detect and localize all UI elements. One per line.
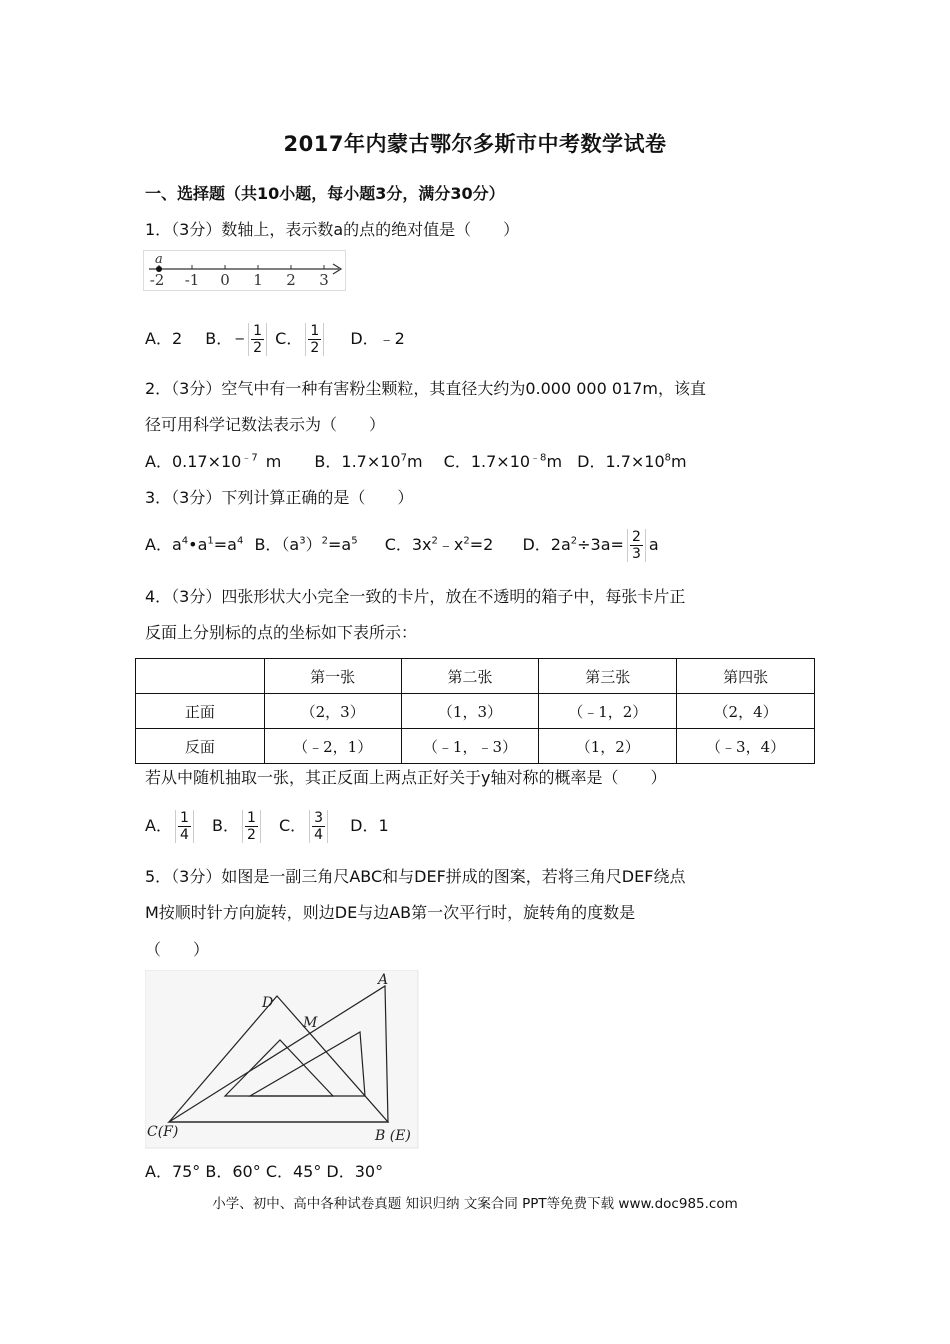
tick-label: 3 xyxy=(319,271,329,289)
table-header-cell: 第四张 xyxy=(677,659,815,694)
unit: m xyxy=(406,452,423,471)
label-d: D xyxy=(262,995,274,1011)
tick-label: 1 xyxy=(253,271,263,289)
q5-line-2: M按顺时针方向旋转，则边DE与边AB第一次平行时，旋转角的度数是 xyxy=(145,903,636,922)
denominator: 2 xyxy=(310,340,320,356)
q4-option-a-fraction xyxy=(175,810,194,843)
unit: m xyxy=(546,452,563,471)
numerator: 2 xyxy=(631,529,641,545)
q1-option-b-fraction xyxy=(248,323,267,356)
table-cell: （﹣3，4） xyxy=(677,729,815,764)
table-cell: 正面 xyxy=(136,694,265,729)
q5-line-3: （ ） xyxy=(145,940,210,959)
option-text: ﹣x xyxy=(437,535,464,554)
table-row xyxy=(136,729,815,764)
section-heading: 一、选择题（共10小题，每小题3分，满分30分） xyxy=(145,184,505,203)
q4-option-c-fraction xyxy=(309,810,328,843)
q3-option-d-fraction xyxy=(627,529,646,562)
table-cell: （2，3） xyxy=(264,694,401,729)
q2-line-1: 2．（3分）空气中有一种有害粉尘颗粒，其直径大约为0.000 000 017m，该直 xyxy=(145,379,707,398)
table-header-cell: 第三张 xyxy=(539,659,677,694)
card-coordinates-table xyxy=(135,658,815,764)
table-cell: （2，4） xyxy=(677,694,815,729)
option-text: a xyxy=(648,535,659,554)
q5-options: A．75° B．60° C．45° D．30° xyxy=(145,1162,384,1181)
exponent: 4 xyxy=(181,535,189,547)
option-text: =a xyxy=(328,535,352,554)
q1-option-d: D．﹣2 xyxy=(350,329,405,348)
table-cell: （﹣1，﹣3） xyxy=(401,729,539,764)
denominator: 3 xyxy=(631,546,641,562)
q3-option-b xyxy=(254,535,357,554)
exponent: 2 xyxy=(463,535,470,547)
table-header-cell xyxy=(136,659,265,694)
q4-option-b-fraction xyxy=(242,810,261,843)
q2-line-2: 径可用科学记数法表示为（ ） xyxy=(145,415,386,434)
exponent: 2 xyxy=(321,535,329,547)
q3-option-c xyxy=(385,535,494,554)
exponent: ﹣8 xyxy=(530,452,547,464)
q4-option-d: D．1 xyxy=(350,816,389,835)
q1-option-a: A．2 xyxy=(145,329,183,348)
option-text: D．1.7×10 xyxy=(577,452,665,471)
label-c-f: C(F) xyxy=(147,1124,179,1140)
table-cell: （﹣1，2） xyxy=(539,694,677,729)
tick-label: 0 xyxy=(220,271,230,289)
option-text: A．a xyxy=(145,535,182,554)
q1-option-b-sign: − xyxy=(234,331,246,347)
option-text: B．（a xyxy=(254,535,300,554)
unit: m xyxy=(671,452,687,471)
label-a: A xyxy=(378,972,389,988)
page-title: 2017年内蒙古鄂尔多斯市中考数学试卷 xyxy=(283,132,667,156)
option-text: •a xyxy=(188,535,208,554)
numerator: 1 xyxy=(246,810,256,826)
table-row xyxy=(136,694,815,729)
q1-text: 1．（3分）数轴上，表示数a的点的绝对值是（ ） xyxy=(145,220,520,239)
q2-option-d xyxy=(577,452,687,471)
q2-option-c xyxy=(444,452,562,471)
exponent: 4 xyxy=(236,535,244,547)
q1-number-line xyxy=(143,250,348,292)
q3-text: 3．（3分）下列计算正确的是（ ） xyxy=(145,488,414,507)
exponent: 5 xyxy=(351,535,358,547)
tick-label: -1 xyxy=(184,271,200,289)
table-cell: （﹣2，1） xyxy=(264,729,401,764)
q4-line-3: 若从中随机抽取一张，其正反面上两点正好关于y轴对称的概率是（ ） xyxy=(145,768,667,787)
point-a-label: a xyxy=(155,252,163,267)
tick-label: 2 xyxy=(286,271,296,289)
denominator: 4 xyxy=(179,827,189,843)
q3-options xyxy=(145,524,659,566)
q4-option-a-label: A． xyxy=(145,816,172,835)
q2-option-b xyxy=(314,452,422,471)
q4-options xyxy=(145,804,389,848)
table-cell: （1，2） xyxy=(539,729,677,764)
q3-option-d xyxy=(522,529,659,562)
option-text: ÷3a= xyxy=(577,535,624,554)
table-header-cell: 第二张 xyxy=(401,659,539,694)
option-text: C．1.7×10 xyxy=(443,452,531,471)
option-text: =a xyxy=(213,535,237,554)
exponent: 2 xyxy=(570,535,578,547)
exponent: 1 xyxy=(207,535,214,547)
q4-option-c-label: C． xyxy=(278,816,307,835)
denominator: 4 xyxy=(314,827,324,843)
numerator: 1 xyxy=(253,323,263,339)
q5-triangle-figure xyxy=(145,970,420,1150)
q4-option-b-label: B． xyxy=(211,816,239,835)
q1-option-c-fraction xyxy=(305,323,324,356)
q2-option-a xyxy=(145,452,281,471)
exponent: 7 xyxy=(400,452,407,464)
q2-options xyxy=(145,451,687,473)
q1-option-b-label: B． xyxy=(205,329,233,348)
option-text: A．0.17×10 xyxy=(145,452,242,471)
label-m: M xyxy=(303,1015,318,1031)
option-text: C．3x xyxy=(384,535,432,554)
q1-option-c-label: C． xyxy=(275,329,303,348)
table-header-row xyxy=(136,659,815,694)
numerator: 1 xyxy=(310,323,320,339)
q5-line-1: 5．（3分）如图是一副三角尺ABC和与DEF拼成的图案，若将三角尺DEF绕点 xyxy=(145,867,686,886)
denominator: 2 xyxy=(253,340,263,356)
tick-label: -2 xyxy=(149,271,165,289)
table-cell: （1，3） xyxy=(401,694,539,729)
option-text: ） xyxy=(305,535,322,554)
numerator: 1 xyxy=(179,810,189,826)
option-text: =2 xyxy=(469,535,494,554)
q4-line-1: 4．（3分）四张形状大小完全一致的卡片，放在不透明的箱子中，每张卡片正 xyxy=(145,587,686,606)
unit: m xyxy=(265,452,282,471)
table-header-cell: 第一张 xyxy=(264,659,401,694)
denominator: 2 xyxy=(246,827,256,843)
q1-options xyxy=(145,318,405,361)
exponent: 8 xyxy=(664,452,672,464)
q4-line-2: 反面上分别标的点的坐标如下表所示： xyxy=(145,623,418,642)
option-text: D．2a xyxy=(522,535,571,554)
q3-option-a xyxy=(145,535,243,554)
page-footer: 小学、初中、高中各种试卷真题 知识归纳 文案合同 PPT等免费下载 www.doc985.com xyxy=(212,1196,738,1212)
numerator: 3 xyxy=(314,810,324,826)
exponent: 3 xyxy=(299,535,306,547)
option-text: B．1.7×10 xyxy=(314,452,401,471)
exponent: 2 xyxy=(431,535,438,547)
label-b-e: B (E) xyxy=(375,1128,411,1144)
table-cell: 反面 xyxy=(136,729,265,764)
exponent: ﹣7 xyxy=(241,452,258,464)
